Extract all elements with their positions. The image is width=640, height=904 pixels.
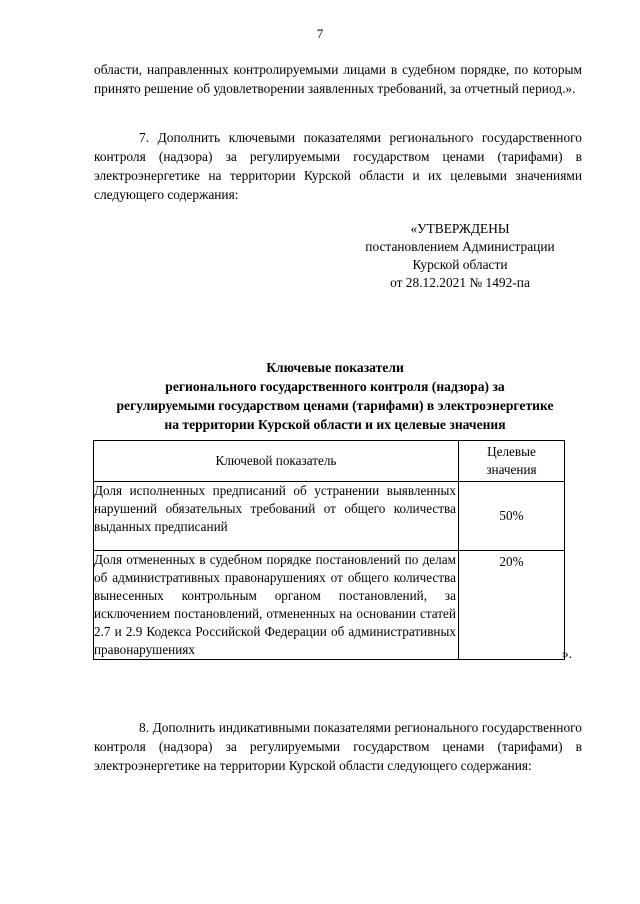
table-title-line-2: регионального государственного контроля (надзора) за — [165, 379, 505, 394]
approval-line-2: постановлением Администрации — [365, 239, 555, 254]
item-8-paragraph: 8. Дополнить индикативными показателями регионального государственного контроля (надзора) за регулируемыми государством ценами (тарифами) в электроэнергетике на территории Курской области следующего содержания: — [94, 720, 582, 773]
table-title-line-4: на территории Курской области и их целевые значения — [164, 417, 506, 432]
approval-line-3: Курской области — [412, 257, 508, 272]
approval-line-4: от 28.12.2021 № 1492-па — [390, 275, 530, 290]
indicator-cell: Доля исполненных предписаний об устранении выявленных нарушений обязательных требований от общего количества выданных предписаний — [94, 482, 459, 551]
table-title — [80, 358, 590, 434]
continuation-paragraph: области, направленных контролируемыми лицами в судебном порядке, по которым принято решение об удовлетворении заявленных требований, за отчетный период.». — [94, 62, 582, 96]
header-indicator: Ключевой показатель — [94, 441, 459, 482]
approval-block — [320, 220, 600, 292]
indicator-cell: Доля отмененных в судебном порядке постановлений по делам об административных правонарушениях от общего количества вынесенных контрольным органом постановлений, за исключением постановлений, отмененных на основании статей 2.7 и 2.9 Кодекса Российской Федерации об административных правонарушениях — [94, 551, 459, 660]
target-value-cell: 50% — [458, 482, 564, 551]
approval-line-1: «УТВЕРЖДЕНЫ — [410, 221, 510, 236]
target-value-cell: 20% — [458, 551, 564, 660]
item-7-paragraph: 7. Дополнить ключевыми показателями регионального государственного контроля (надзора) за регулируемыми государством ценами (тарифами) в электроэнергетике на территории Курской области и их целевыми значениями следующего содержания: — [94, 130, 582, 202]
closing-quote: ». — [562, 646, 573, 661]
table-row — [94, 551, 565, 660]
page-number: 7 — [316, 26, 324, 41]
table-title-line-3: регулируемыми государством ценами (тарифами) в электроэнергетике — [116, 398, 554, 413]
key-indicators-table — [93, 440, 565, 660]
table-row — [94, 482, 565, 551]
header-target-values: Целевые значения — [458, 441, 564, 482]
table-header-row — [94, 441, 565, 482]
table-title-line-1: Ключевые показатели — [266, 360, 404, 375]
